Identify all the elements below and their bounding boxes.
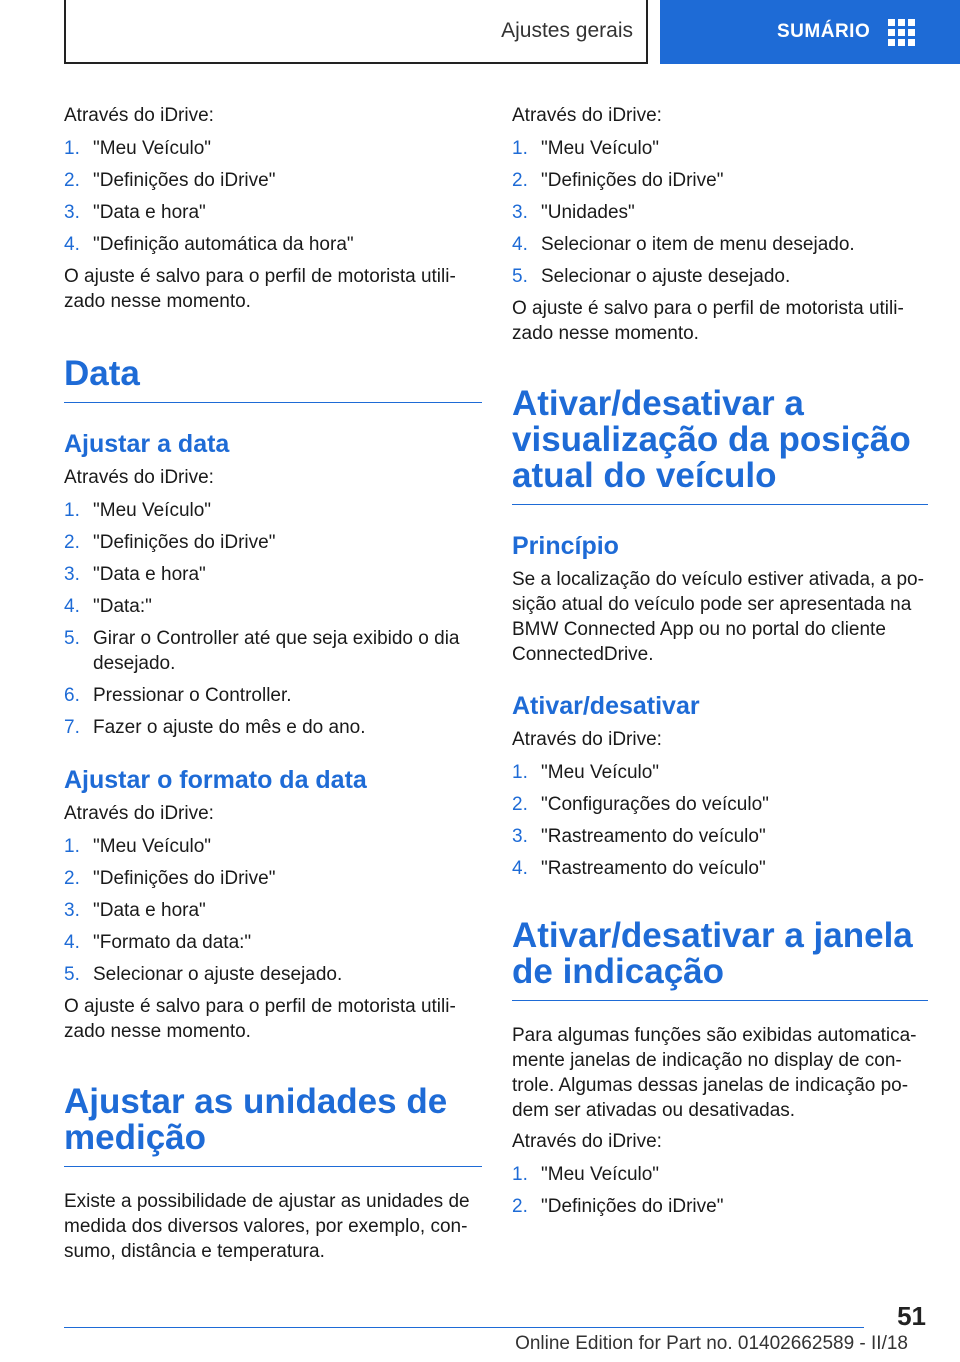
steps-list xyxy=(512,1162,928,1219)
steps-list xyxy=(64,498,482,740)
list-item: 1. "Meu Veículo" xyxy=(64,138,212,159)
footer-edition: Online Edition for Part no. 01402662589 - II/18 xyxy=(515,1333,908,1354)
list-item: 5. Selecionar o ajuste desejado. xyxy=(512,266,791,287)
paragraph-principio: Se a localização do veículo estiver ativada, a po‐sição atual do veículo pode ser apresentada na BMW Connected App ou no portal do cliente ConnectedDrive. xyxy=(512,569,924,665)
paragraph-unidades: Existe a possibilidade de ajustar as unidades de medida dos diversos valores, por exemplo, con‐sumo, distância e temperatura. xyxy=(64,1191,470,1262)
list-item: 4. "Formato da data:" xyxy=(64,932,252,953)
heading-ajustar-data: Ajustar a data xyxy=(64,430,230,458)
list-item: 2. "Definições do iDrive" xyxy=(64,868,276,889)
section-title: Ajustes gerais xyxy=(501,19,633,42)
list-item: 2. "Configurações do veículo" xyxy=(512,794,769,815)
list-item: 1. "Meu Veículo" xyxy=(64,836,212,857)
right-column xyxy=(512,103,928,1226)
list-item: 1. "Meu Veículo" xyxy=(512,138,660,159)
heading-unidades: Ajustar as unidades de medição xyxy=(64,1084,482,1167)
list-item: 3. "Unidades" xyxy=(512,202,635,223)
list-item: 2. "Definições do iDrive" xyxy=(512,1196,724,1217)
list-item: 3. "Data e hora" xyxy=(64,564,206,585)
intro-text: Através do iDrive: xyxy=(64,803,214,824)
left-column xyxy=(64,103,482,1270)
list-item: 4. "Rastreamento do veículo" xyxy=(512,858,766,879)
steps-list xyxy=(512,136,928,289)
heading-janela: Ativar/desativar a janela de indicação xyxy=(512,918,928,1001)
list-item: 3. "Rastreamento do veículo" xyxy=(512,826,766,847)
list-item: 7. Fazer o ajuste do mês e do ano. xyxy=(64,717,366,738)
heading-principio: Princípio xyxy=(512,532,619,560)
list-item: 1. "Meu Veículo" xyxy=(512,762,660,783)
intro-text: Através do iDrive: xyxy=(512,729,662,750)
list-item: 4. "Definição automática da hora" xyxy=(64,234,354,255)
heading-posicao: Ativar/desativar a visualização da posição atual do veículo xyxy=(512,386,928,505)
list-item: 1. "Meu Veículo" xyxy=(512,1164,660,1185)
list-item: 4. "Data:" xyxy=(64,596,152,617)
list-item: 5. Selecionar o ajuste desejado. xyxy=(64,964,343,985)
heading-formato-data: Ajustar o formato da data xyxy=(64,766,367,794)
list-item: 6. Pressionar o Controller. xyxy=(64,685,292,706)
paragraph-janela: Para algumas funções são exibidas automatica‐mente janelas de indicação no display de con‐trole. Algumas dessas janelas de indicação po‐dem ser ativadas ou desativadas. xyxy=(512,1025,917,1121)
footer-divider xyxy=(64,1327,864,1328)
toc-button[interactable] xyxy=(660,0,960,64)
intro-text: Através do iDrive: xyxy=(64,467,214,488)
heading-ativar: Ativar/desativar xyxy=(512,692,700,720)
grid-icon xyxy=(888,19,915,46)
list-item: 5. Girar o Controller até que seja exibido o dia desejado. xyxy=(64,628,460,674)
note-text: O ajuste é salvo para o perfil de motorista utili‐zado nesse momento. xyxy=(64,996,456,1042)
list-item: 3. "Data e hora" xyxy=(64,202,206,223)
note-text: O ajuste é salvo para o perfil de motorista utili‐zado nesse momento. xyxy=(512,298,904,344)
list-item: 2. "Definições do iDrive" xyxy=(64,532,276,553)
intro-text: Através do iDrive: xyxy=(512,1131,662,1152)
intro-text: Através do iDrive: xyxy=(512,105,662,126)
page-number: 51 xyxy=(897,1301,926,1331)
list-item: 2. "Definições do iDrive" xyxy=(64,170,276,191)
list-item: 1. "Meu Veículo" xyxy=(64,500,212,521)
list-item: 2. "Definições do iDrive" xyxy=(512,170,724,191)
note-text: O ajuste é salvo para o perfil de motorista utili‐zado nesse momento. xyxy=(64,266,456,312)
heading-data: Data xyxy=(64,356,482,403)
header-section-title xyxy=(64,0,648,64)
steps-list xyxy=(64,136,482,257)
intro-text: Através do iDrive: xyxy=(64,105,214,126)
list-item: 3. "Data e hora" xyxy=(64,900,206,921)
toc-label: SUMÁRIO xyxy=(777,21,871,42)
list-item: 4. Selecionar o item de menu desejado. xyxy=(512,234,855,255)
steps-list xyxy=(512,760,928,881)
steps-list xyxy=(64,834,482,987)
